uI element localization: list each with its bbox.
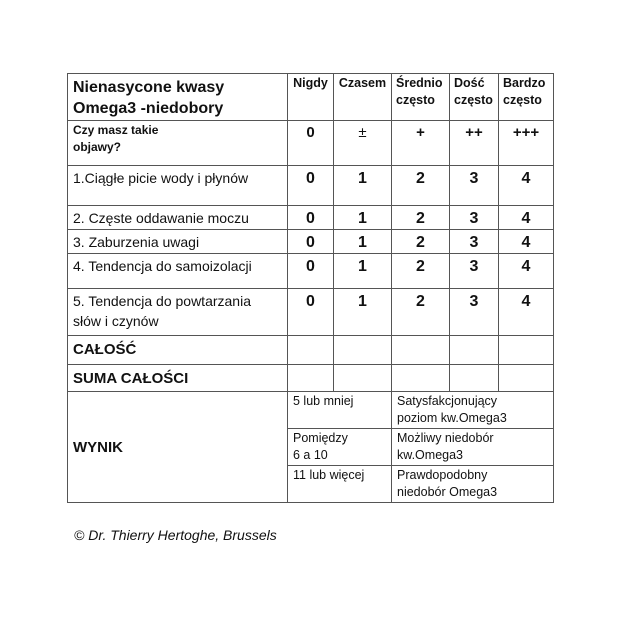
sum-cell[interactable]	[450, 365, 499, 392]
total-row	[68, 336, 554, 365]
score-cell: 0	[288, 206, 334, 230]
table-row	[68, 230, 554, 254]
score-cell: 3	[450, 166, 499, 206]
table-row	[68, 254, 554, 289]
total-cell[interactable]	[450, 336, 499, 365]
score-cell: 1	[334, 254, 392, 289]
total-cell[interactable]	[334, 336, 392, 365]
score-cell: 4	[499, 166, 554, 206]
score-cell: 4	[499, 254, 554, 289]
score-cell: 4	[499, 289, 554, 336]
sum-label: SUMA CAŁOŚCI	[68, 365, 288, 392]
symptom-label: 2. Częste oddawanie moczu	[68, 206, 288, 230]
score-cell: 2	[392, 230, 450, 254]
header-row	[68, 74, 554, 121]
col-header-bardzo-czesto: Bardzo często	[499, 74, 554, 121]
table-row	[68, 289, 554, 336]
score-cell: 0	[288, 254, 334, 289]
table-row	[68, 206, 554, 230]
symbol-cell: 0	[288, 121, 334, 166]
col-header-czasem: Czasem	[334, 74, 392, 121]
score-cell: 3	[450, 289, 499, 336]
symptom-label: 3. Zaburzenia uwagi	[68, 230, 288, 254]
score-cell: 2	[392, 206, 450, 230]
col-header-srednio-czesto: Średnio często	[392, 74, 450, 121]
table-title: Nienasycone kwasy Omega3 -niedobory	[68, 74, 288, 121]
symbol-cell: +	[392, 121, 450, 166]
table-row	[68, 166, 554, 206]
symbol-cell: +++	[499, 121, 554, 166]
symbol-cell: ++	[450, 121, 499, 166]
symptom-label: 1.Ciągłe picie wody i płynów	[68, 166, 288, 206]
result-description: Prawdopodobny niedobór Omega3	[392, 466, 554, 503]
score-cell: 1	[334, 230, 392, 254]
sum-cell[interactable]	[288, 365, 334, 392]
omega3-deficiency-table	[67, 73, 554, 503]
score-cell: 3	[450, 230, 499, 254]
score-cell: 0	[288, 289, 334, 336]
result-label: WYNIK	[68, 392, 288, 503]
symptom-label: 4. Tendencja do samoizolacji	[68, 254, 288, 289]
score-cell: 2	[392, 166, 450, 206]
copyright-footer: © Dr. Thierry Hertoghe, Brussels	[74, 527, 277, 543]
result-row	[68, 392, 554, 429]
score-cell: 3	[450, 206, 499, 230]
score-cell: 2	[392, 254, 450, 289]
result-range: 11 lub więcej	[288, 466, 392, 503]
question-row	[68, 121, 554, 166]
score-cell: 0	[288, 230, 334, 254]
score-cell: 1	[334, 206, 392, 230]
score-cell: 1	[334, 289, 392, 336]
sum-cell[interactable]	[499, 365, 554, 392]
score-cell: 4	[499, 206, 554, 230]
sum-cell[interactable]	[392, 365, 450, 392]
col-header-nigdy: Nigdy	[288, 74, 334, 121]
score-cell: 2	[392, 289, 450, 336]
symptom-label: 5. Tendencja do powtarzania słów i czynów	[68, 289, 288, 336]
total-cell[interactable]	[288, 336, 334, 365]
question-label: Czy masz takie objawy?	[68, 121, 288, 166]
result-range: 5 lub mniej	[288, 392, 392, 429]
col-header-dosc-czesto: Dość często	[450, 74, 499, 121]
sum-row	[68, 365, 554, 392]
symbol-cell: ±	[334, 121, 392, 166]
total-cell[interactable]	[499, 336, 554, 365]
result-description: Możliwy niedobór kw.Omega3	[392, 429, 554, 466]
total-label: CAŁOŚĆ	[68, 336, 288, 365]
score-cell: 0	[288, 166, 334, 206]
result-description: Satysfakcjonujący poziom kw.Omega3	[392, 392, 554, 429]
score-cell: 3	[450, 254, 499, 289]
result-range: Pomiędzy 6 a 10	[288, 429, 392, 466]
score-cell: 4	[499, 230, 554, 254]
total-cell[interactable]	[392, 336, 450, 365]
score-cell: 1	[334, 166, 392, 206]
sum-cell[interactable]	[334, 365, 392, 392]
